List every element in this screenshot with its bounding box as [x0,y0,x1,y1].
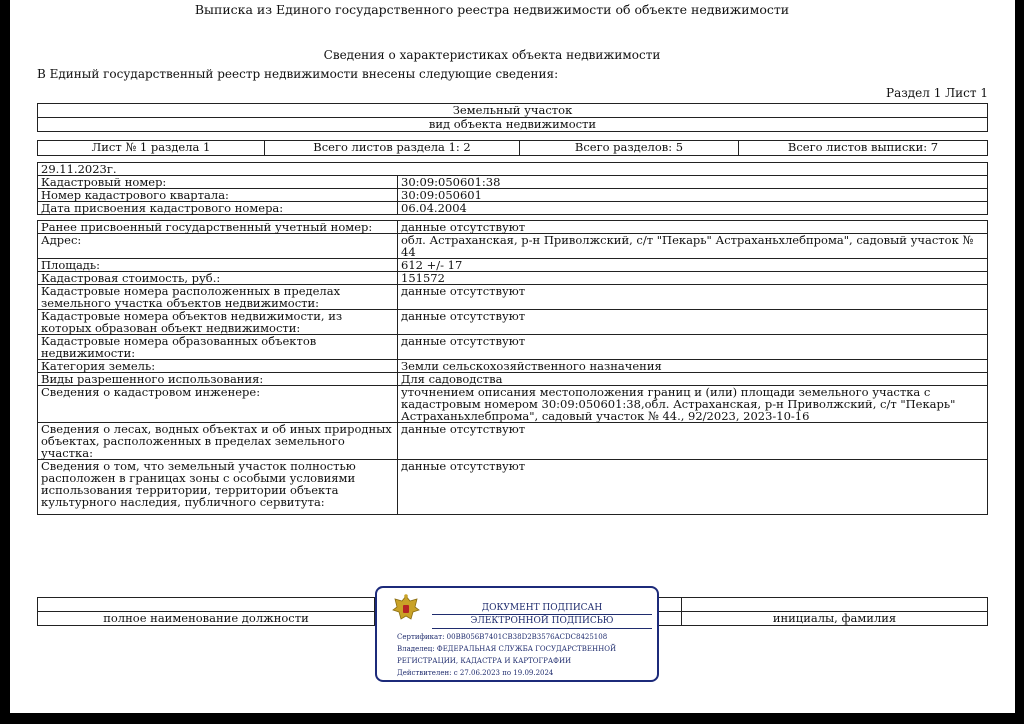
stamp-valid: Действителен: с 27.06.2023 по 19.09.2024 [397,669,554,677]
extract-page [10,0,1015,713]
table-row [38,221,988,234]
stamp-certificate: Сертификат: 00BB056B7401CB38D2B3576ACDC8425108 [397,633,608,641]
row-value: данные отсутствуют [398,423,988,460]
row-label: Ранее присвоенный государственный учетный номер: [38,221,398,234]
table-row [38,335,988,360]
row-label: Сведения о лесах, водных объектах и об иных природных объектах, расположенных в пределах земельного участка: [38,423,398,460]
total-sheets-section: Всего листов раздела 1: 2 [265,141,520,156]
sheets-table [37,140,988,156]
row-value: данные отсутствуют [398,460,988,515]
row-value: 151572 [398,272,988,285]
row-value: данные отсутствуют [398,310,988,335]
table-row [38,360,988,373]
total-sections: Всего разделов: 5 [520,141,739,156]
table-row [38,285,988,310]
table-row [38,234,988,259]
extract-date: 29.11.2023г. [38,163,988,176]
table-row [38,423,988,460]
eagle-emblem-icon [389,592,423,626]
table-row [38,259,988,272]
position-caption: полное наименование должности [38,612,375,626]
row-value: Земли сельскохозяйственного назначения [398,360,988,373]
stamp-owner: Владелец: ФЕДЕРАЛЬНАЯ СЛУЖБА ГОСУДАРСТВЕННОЙ [397,645,617,653]
document-title: Выписка из Единого государственного реестра недвижимости об объекте недвижимости [194,2,790,17]
table-row [38,373,988,386]
table-row [38,272,988,285]
stamp-line1: ДОКУМЕНТ ПОДПИСАН [481,603,603,613]
row-label: Площадь: [38,259,398,272]
row-label: Дата присвоения кадастрового номера: [38,202,398,215]
table-row [38,189,988,202]
total-sheets: Всего листов выписки: 7 [739,141,988,156]
initials-caption: инициалы, фамилия [682,612,988,626]
row-value: данные отсутствуют [398,335,988,360]
row-value: Для садоводства [398,373,988,386]
electronic-signature-stamp [375,586,659,682]
row-value: данные отсутствуют [398,221,988,234]
stamp-owner-2: РЕГИСТРАЦИИ, КАДАСТРА И КАРТОГРАФИИ [397,657,572,665]
stamp-line2: ЭЛЕКТРОННОЙ ПОДПИСЬЮ [470,616,614,626]
document-subtitle: Сведения о характеристиках объекта недвижимости [323,48,661,62]
row-label: Кадастровая стоимость, руб.: [38,272,398,285]
row-label: Сведения о том, что земельный участок полностью расположен в границах зоны с особыми условиями использования территории, территории объекта культурного наследия, публичного сервитута: [38,460,398,515]
table-row [38,202,988,215]
object-type-caption: вид объекта недвижимости [38,118,988,132]
row-label: Кадастровые номера объектов недвижимости, из которых образован объект недвижимости: [38,310,398,335]
characteristics-table [37,162,988,515]
table-row [38,460,988,515]
table-row [38,176,988,189]
intro-text: В Единый государственный реестр недвижимости внесены следующие сведения: [37,67,559,81]
object-type-table [37,103,988,132]
row-label: Сведения о кадастровом инженере: [38,386,398,423]
row-label: Виды разрешенного использования: [38,373,398,386]
section-label: Раздел 1 Лист 1 [886,86,988,100]
row-value: 06.04.2004 [398,202,988,215]
row-value: 612 +/- 17 [398,259,988,272]
row-value: данные отсутствуют [398,285,988,310]
table-row [38,386,988,423]
row-label: Номер кадастрового квартала: [38,189,398,202]
row-label: Адрес: [38,234,398,259]
row-label: Категория земель: [38,360,398,373]
row-value: обл. Астраханская, р-н Приволжский, с/т "Пекарь" Астраханьхлебпрома", садовый участок № 44 [398,234,988,259]
row-value: 30:09:050601 [398,189,988,202]
row-value: 30:09:050601:38 [398,176,988,189]
row-label: Кадастровый номер: [38,176,398,189]
sheet-number: Лист № 1 раздела 1 [38,141,265,156]
row-label: Кадастровые номера образованных объектов недвижимости: [38,335,398,360]
row-label: Кадастровые номера расположенных в пределах земельного участка объектов недвижимости: [38,285,398,310]
table-row [38,310,988,335]
object-type: Земельный участок [38,104,988,118]
row-value: уточнением описания местоположения границ и (или) площади земельного участка с кадастровым номером 30:09:050601:38,обл. Астраханская, р-н Приволжский, с/т "Пекарь" Астраханьхлебпрома", садовый участок № 44., 92/2023, 2023-10-16 [398,386,988,423]
